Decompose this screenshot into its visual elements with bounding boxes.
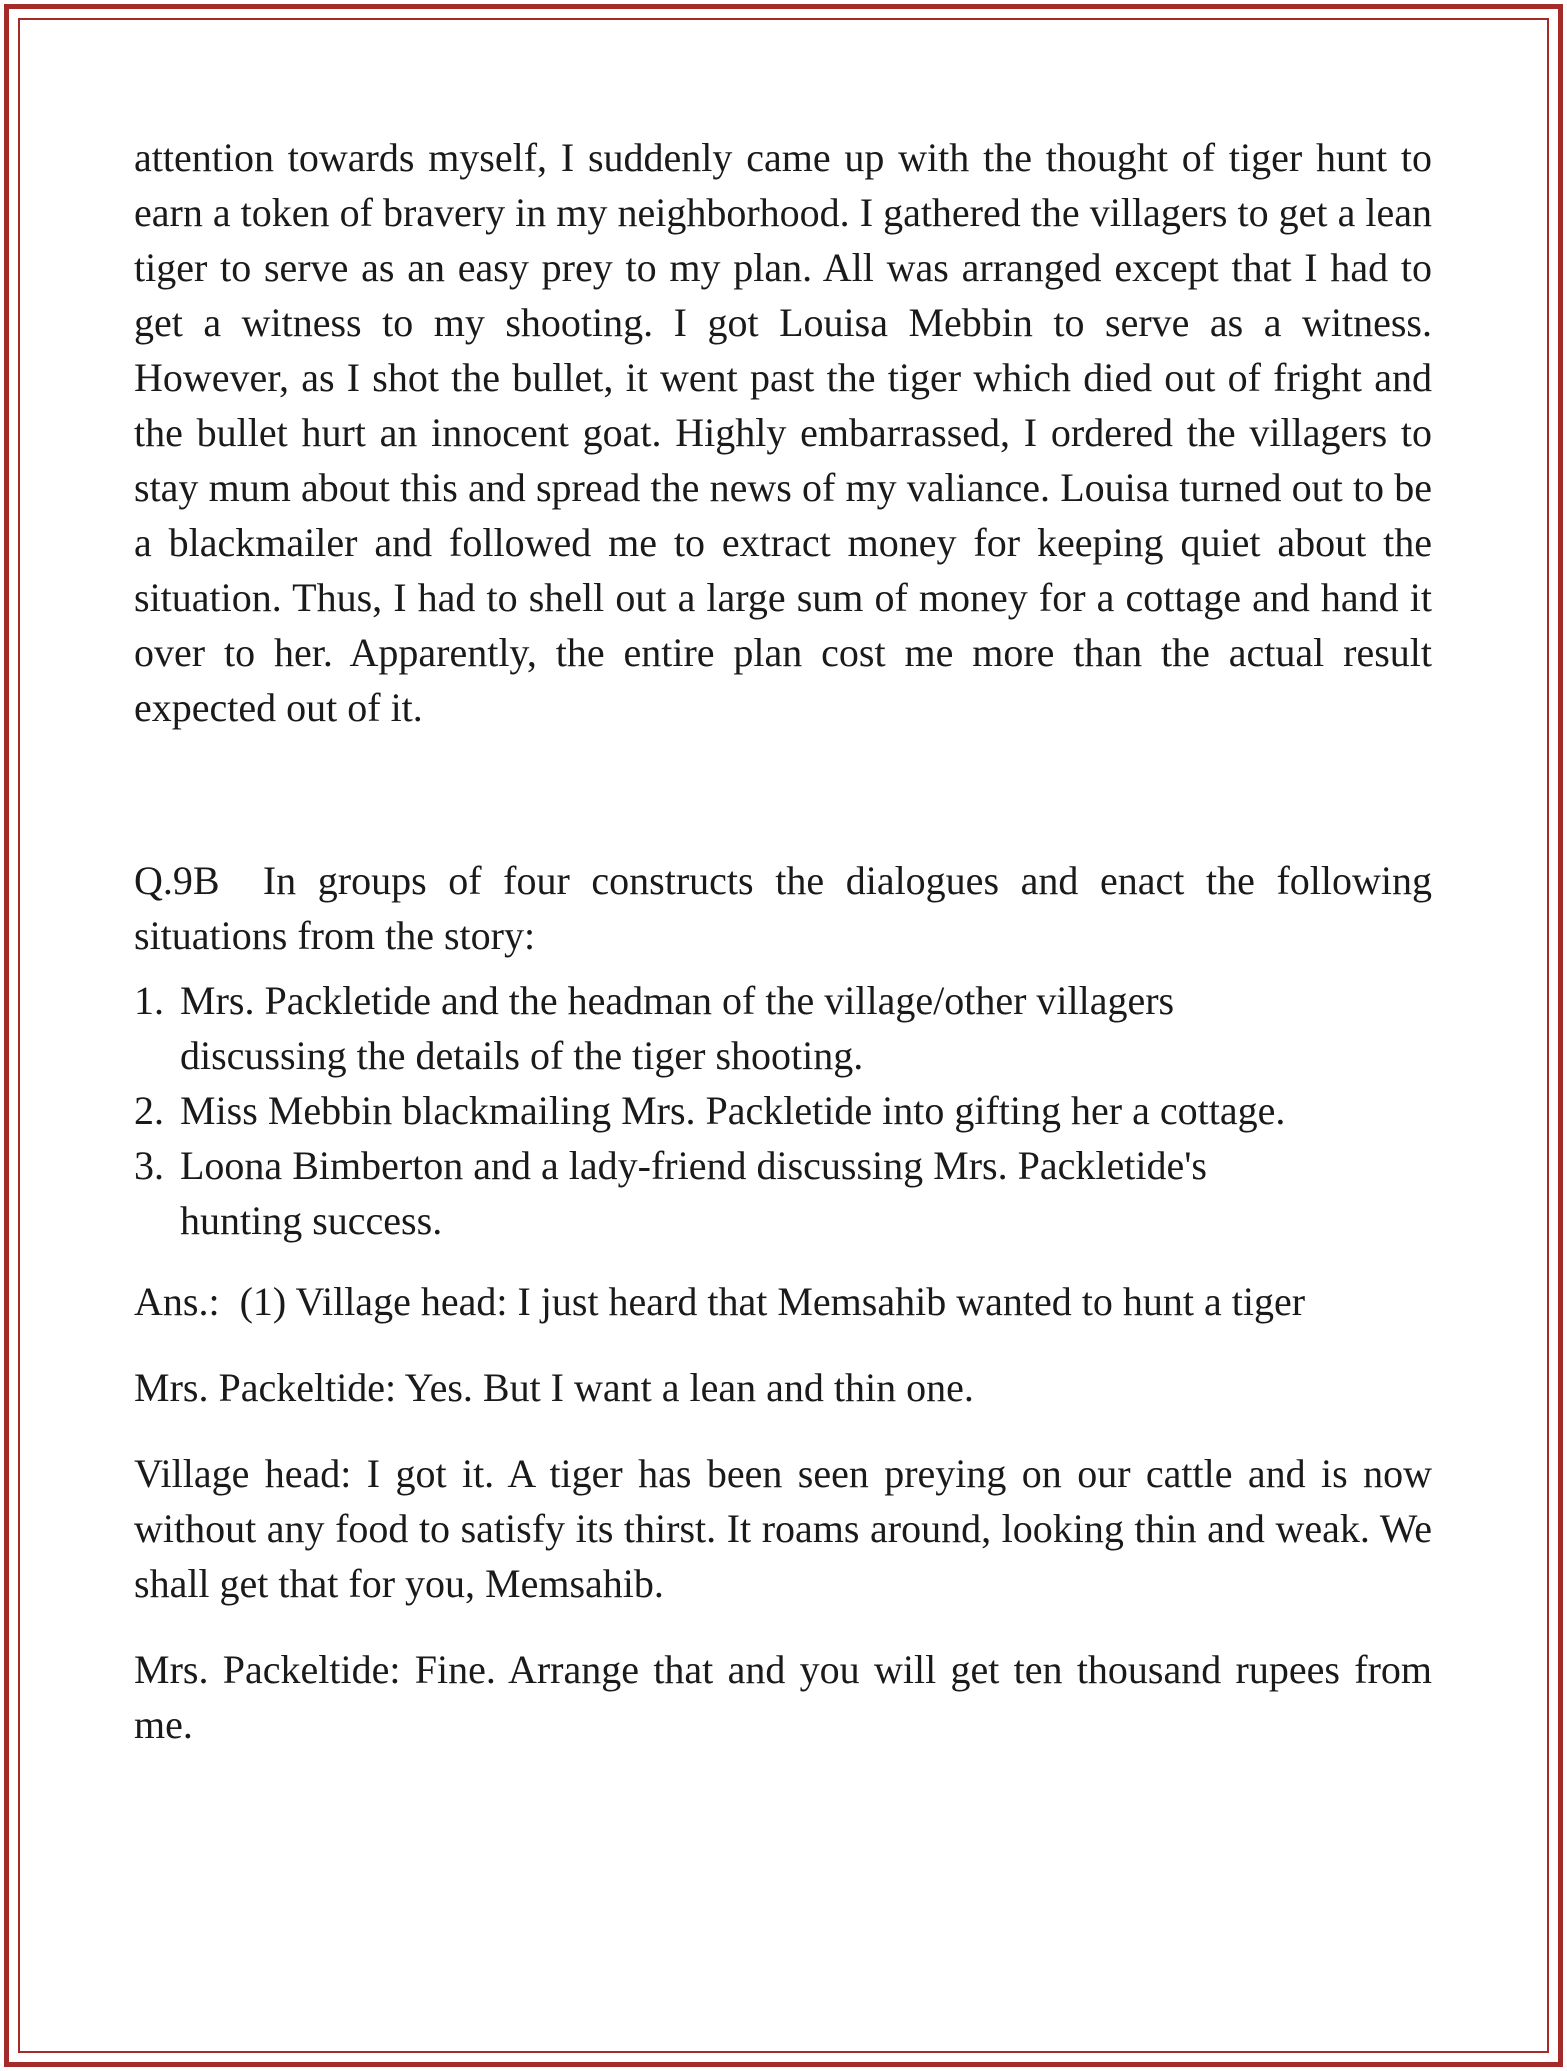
list-item-number: 1. — [134, 978, 164, 1023]
list-item — [134, 1083, 1432, 1138]
list-item-number: 3. — [134, 1143, 164, 1188]
question-paragraph — [134, 853, 1432, 963]
dialogue-line: Mrs. Packeltide: Fine. Arrange that and you will get ten thousand rupees from me. — [134, 1647, 1432, 1747]
dialogue-line: Village head: I got it. A tiger has been seen preying on our cattle and is now without any food to satisfy its thirst. It roams around, looking thin and weak. We shall get that for you, Memsahib. — [134, 1451, 1432, 1606]
list-item-text: Miss Mebbin blackmailing Mrs. Packletide into gifting her a cottage. — [180, 1088, 1286, 1133]
situations-list — [134, 973, 1432, 1248]
intro-paragraph: attention towards myself, I suddenly came up with the thought of tiger hunt to earn a token of bravery in my neighborhood. I gathered the villagers to get a lean tiger to serve as an easy prey to my plan. All was arranged except that I had to get a witness to my shooting. I got Louisa Mebbin to serve as a witness. However, as I shot the bullet, it went past the tiger which died out of fright and the bullet hurt an innocent goat. Highly embarrassed, I ordered the villagers to stay mum about this and spread the news of my valiance. Louisa turned out to be a blackmailer and followed me to extract money for keeping quiet about the situation. Thus, I had to shell out a large sum of money for a cottage and hand it over to her. Apparently, the entire plan cost me more than the actual result expected out of it. — [134, 135, 1432, 730]
list-item-number: 2. — [134, 1088, 164, 1133]
list-item-text: Loona Bimberton and a lady-friend discussing Mrs. Packletide's hunting success. — [180, 1143, 1207, 1243]
list-item-text: Mrs. Packletide and the headman of the village/other villagers discussing the details of the tiger shooting. — [180, 978, 1175, 1078]
list-item — [134, 973, 1432, 1083]
list-item — [134, 1138, 1432, 1248]
question-text: In groups of four constructs the dialogues and enact the following situations from the story: — [134, 858, 1432, 958]
dialogue-line: Mrs. Packeltide: Yes. But I want a lean and thin one. — [134, 1365, 974, 1410]
question-label: Q.9B — [134, 858, 220, 903]
dialogue-line: Ans.: (1) Village head: I just heard that Memsahib wanted to hunt a tiger — [134, 1279, 1306, 1324]
document-page — [134, 130, 1432, 1752]
